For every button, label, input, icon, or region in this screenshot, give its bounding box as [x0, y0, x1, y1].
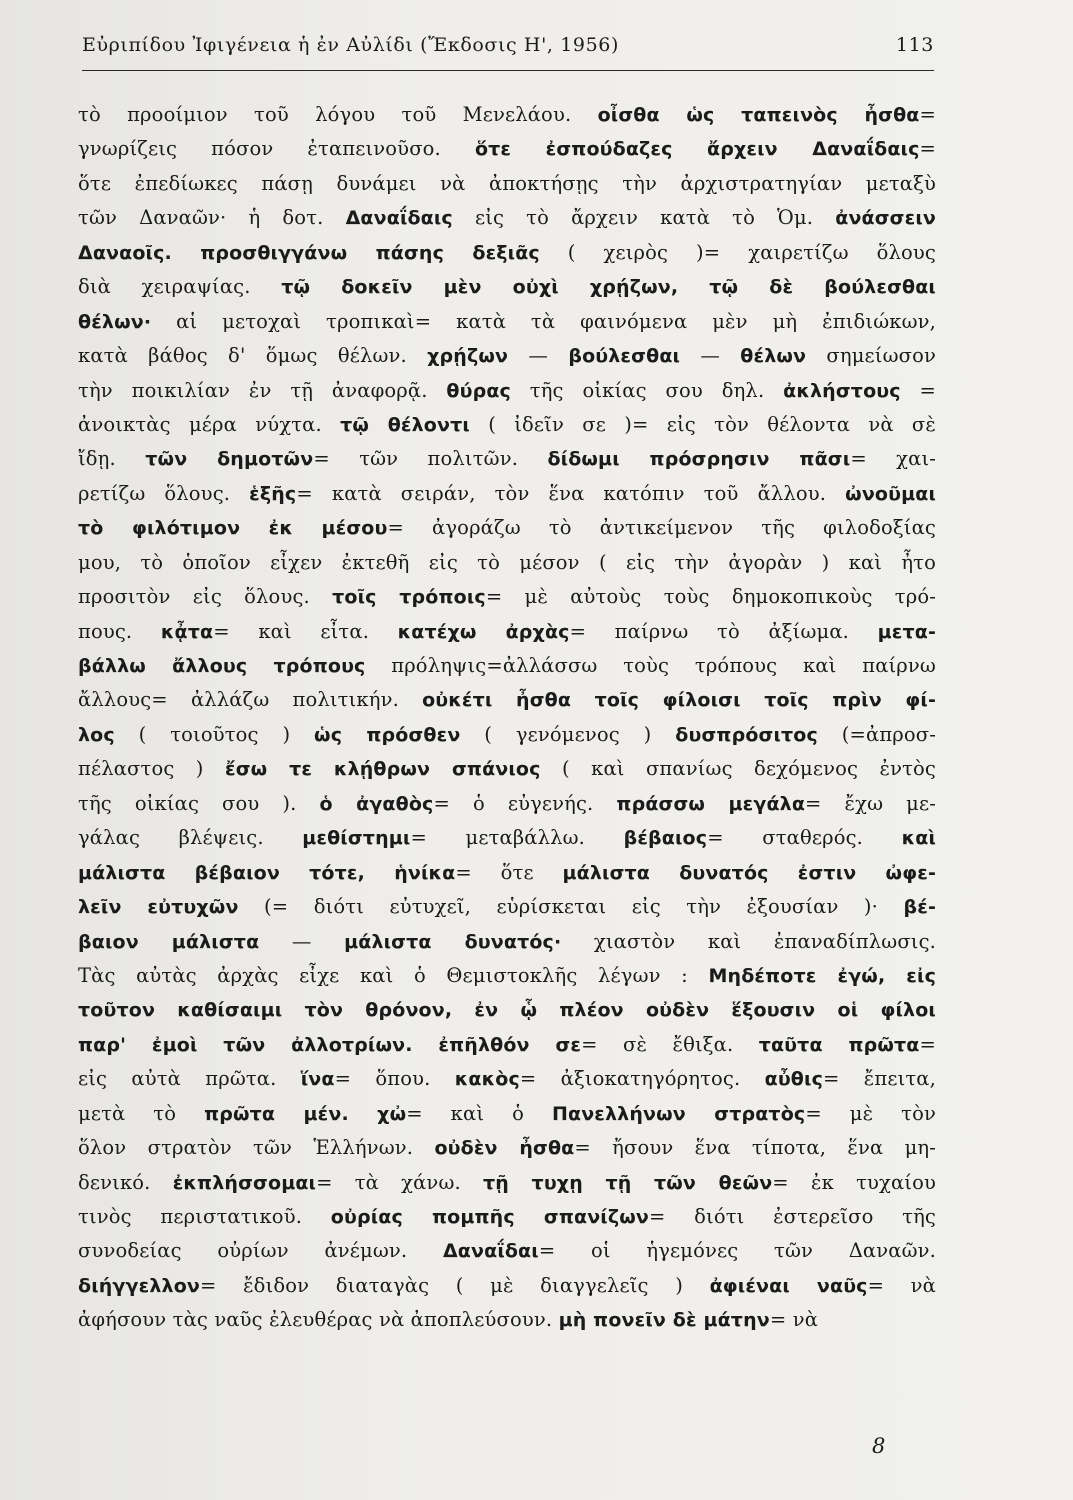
lemma-bold: χρῄζων: [427, 345, 509, 368]
gloss-text: σημείωσον: [806, 344, 936, 368]
lemma-bold: ἀκλήστους: [783, 379, 901, 402]
gloss-text: = ἐκ τυχαίου: [772, 1170, 936, 1194]
lemma-bold: Πανελλήνων στρατὸς: [551, 1102, 806, 1125]
lemma-bold: τοῖς τρόποις: [332, 586, 486, 609]
gloss-text: ἀνοικτὰς μέρα νύχτα.: [78, 412, 341, 436]
lemma-bold: ἵνα: [300, 1068, 335, 1091]
gloss-text: = μεταβάλλω.: [410, 826, 624, 850]
text-line: [78, 959, 936, 993]
gloss-text: γάλας βλέψεις.: [78, 826, 303, 850]
text-line: [78, 167, 936, 201]
gloss-text: ὅτε ἐπεδίωκες πάσῃ δυνάμει νὰ ἀποκτήσῃς τὴν ἀρχιστρατηγίαν μεταξὺ: [78, 171, 936, 195]
lemma-bold: μὴ πονεῖν δὲ μάτην: [558, 1309, 770, 1332]
gloss-text: (= διότι εὐτυχεῖ, εὑρίσκεται εἰς τὴν ἐξουσίαν )·: [238, 895, 904, 919]
lemma-bold: οἶσθα ὡς ταπεινὸς ἦσθα: [597, 104, 920, 126]
gloss-text: = κατὰ σειράν, τὸν ἕνα κατόπιν τοῦ ἄλλου.: [296, 481, 846, 505]
gloss-text: = ἔπειτα,: [822, 1067, 936, 1091]
gloss-text: = ἀγοράζω τὸ ἀντικείμενον τῆς φιλοδοξίας: [387, 516, 936, 540]
text-line: [78, 890, 936, 924]
text-line: [78, 1303, 936, 1337]
text-line: [78, 270, 936, 304]
gloss-text: = μὲ τὸν: [805, 1101, 936, 1125]
gloss-text: = χαι-: [850, 447, 936, 471]
gloss-text: εἰς αὐτὰ πρῶτα.: [78, 1067, 301, 1091]
gloss-text: = νὰ: [867, 1273, 936, 1297]
text-line: [78, 752, 936, 786]
lemma-bold: πράσσω μεγάλα: [616, 792, 806, 815]
gloss-text: αἱ μετοχαὶ τροπικαὶ= κατὰ τὰ φαινόμενα μὲν μὴ ἐπιδιώκων,: [151, 309, 936, 333]
lemma-bold: ἀνάσσειν: [835, 207, 936, 230]
lemma-bold: βέβαιος: [623, 827, 708, 850]
lemma-bold: τῷ θέλοντι: [340, 413, 470, 436]
lemma-bold: τῶν δημοτῶν: [145, 448, 314, 471]
text-line: [78, 477, 936, 511]
text-line: [78, 649, 936, 683]
text-line: [78, 683, 936, 717]
lemma-bold: τῷ δοκεῖν μὲν οὐχὶ χρῄζων, τῷ δὲ βούλεσθαι: [281, 276, 936, 299]
lemma-bold: θέλων: [740, 345, 807, 368]
gloss-text: τὸ προοίμιον τοῦ λόγου τοῦ Μενελάου.: [78, 103, 598, 126]
gloss-text: = διότι ἐστερεῖσο τῆς: [648, 1205, 936, 1228]
gloss-text: = τῶν πολιτῶν.: [313, 447, 548, 471]
lemma-bold: καὶ: [901, 827, 936, 850]
gloss-text: γνωρίζεις πόσον ἐταπεινοῦσο.: [78, 137, 475, 161]
lemma-bold: δίδωμι πρόσρησιν πᾶσι: [547, 448, 851, 471]
lemma-bold: μετα-: [877, 620, 936, 643]
gloss-text: —: [680, 344, 741, 368]
lemma-bold: Δαναΐδαι: [442, 1240, 539, 1263]
running-title: Εὐριπίδου Ἰφιγένεια ἡ ἐν Αὐλίδι (Ἔκδοσις Η', 1956): [82, 34, 619, 56]
lemma-bold: κατέχω ἀρχὰς: [397, 620, 570, 643]
gloss-text: = μὲ αὐτοὺς τοὺς δημοκοπικοὺς τρό-: [485, 585, 936, 609]
gloss-text: = παίρνω τὸ ἀξίωμα.: [569, 619, 878, 643]
text-line: [78, 546, 936, 580]
gloss-text: = οἱ ἡγεμόνες τῶν Δαναῶν.: [538, 1239, 936, 1263]
gloss-text: = νὰ: [769, 1308, 819, 1332]
text-line: [78, 1062, 936, 1096]
lemma-bold: ὅτε ἐσπούδαζες ἄρχειν Δαναΐδαις: [474, 138, 920, 161]
text-line: [78, 1097, 936, 1131]
text-line: [78, 305, 936, 339]
gloss-text: εἰς τὸ ἄρχειν κατὰ τὸ Ὁμ.: [452, 206, 836, 230]
gloss-text: διὰ χειραψίας.: [78, 275, 282, 299]
lemma-bold: λεῖν εὐτυχῶν: [78, 896, 239, 919]
text-line: [78, 856, 936, 890]
text-line: [78, 201, 936, 235]
text-line: [78, 580, 936, 614]
gloss-text: ἴδῃ.: [78, 447, 146, 471]
gloss-text: =: [919, 137, 936, 161]
lemma-bold: βέ-: [903, 896, 936, 919]
lemma-bold: ἀφιέναι ναῦς: [709, 1274, 868, 1297]
lemma-bold: ἐκπλήσσομαι: [172, 1171, 317, 1194]
text-line: [78, 1131, 936, 1165]
gloss-text: = ἀξιοκατηγόρητος.: [519, 1067, 765, 1091]
text-line: [78, 718, 936, 752]
gloss-text: συνοδείας οὐρίων ἀνέμων.: [78, 1239, 443, 1263]
gloss-text: τῶν Δαναῶν· ἡ δοτ.: [78, 206, 346, 230]
lemma-bold: λος: [78, 723, 115, 746]
gloss-text: τῆς οἰκίας σου δηλ.: [510, 378, 784, 402]
lemma-bold: οὐρίας πομπῆς σπανίζων: [330, 1206, 649, 1228]
lemma-bold: ἑξῆς: [249, 482, 297, 505]
gloss-text: ( χειρὸς )= χαιρετίζω ὅλους: [539, 240, 936, 264]
gloss-text: τινὸς περιστατικοῦ.: [78, 1205, 331, 1228]
gloss-text: =: [919, 103, 936, 126]
lemma-bold: Δαναΐδαις: [345, 207, 453, 230]
gloss-text: προσιτὸν εἰς ὅλους.: [78, 585, 333, 609]
gloss-text: Τὰς αὐτὰς ἀρχὰς εἶχε καὶ ὁ Θεμιστοκλῆς λέγων :: [78, 963, 709, 987]
gloss-text: κατὰ βάθος δ' ὅμως θέλων.: [78, 344, 428, 368]
text-line: [78, 132, 936, 166]
text-line: [78, 615, 936, 649]
lemma-bold: μάλιστα δυνατός ἐστιν ὠφε-: [562, 861, 936, 884]
lemma-bold: κᾆτα: [160, 620, 214, 643]
text-line: [78, 1234, 936, 1268]
gloss-text: μετὰ τὸ: [78, 1101, 205, 1125]
gloss-text: ( ἰδεῖν σε )= εἰς τὸν θέλοντα νὰ σὲ: [469, 412, 936, 436]
text-line: [78, 1028, 936, 1062]
gloss-text: ( γενόμενος ): [460, 722, 676, 746]
text-line: [78, 374, 936, 408]
lemma-bold: παρ' ἐμοὶ τῶν ἀλλοτρίων. ἐπῆλθόν σε: [78, 1033, 582, 1056]
gloss-text: = ὅτε: [455, 860, 563, 884]
text-line: [78, 821, 936, 855]
signature-mark: 8: [872, 1434, 886, 1458]
gloss-text: =: [919, 1032, 937, 1056]
lemma-bold: τῇ τυχῃ τῇ τῶν θεῶν: [483, 1171, 773, 1194]
running-header: [82, 34, 934, 56]
text-line: [78, 1200, 936, 1234]
lemma-bold: βούλεσθαι: [568, 345, 681, 368]
lemma-bold: ὠνοῦμαι: [845, 482, 936, 505]
page-number: 113: [895, 34, 934, 56]
text-line: [78, 339, 936, 373]
gloss-text: χιαστὸν καὶ ἐπαναδίπλωσις.: [561, 929, 936, 953]
gloss-text: = ὁ εὐγενής.: [433, 791, 617, 815]
lemma-bold: οὐκέτι ἦσθα τοῖς φίλοισι τοῖς πρὶν φί-: [422, 689, 936, 712]
gloss-text: —: [259, 929, 345, 953]
lemma-bold: βάλλω ἄλλους τρόπους: [78, 655, 366, 677]
gloss-text: (=ἀπροσ-: [817, 722, 936, 746]
gloss-text: δενικό.: [78, 1170, 173, 1194]
gloss-text: ρετίζω ὅλους.: [78, 481, 250, 505]
text-line: [78, 1166, 936, 1200]
lemma-bold: ἔσω τε κλῄθρων σπάνιος: [224, 758, 541, 781]
gloss-text: ἀφήσουν τὰς ναῦς ἐλευθέρας νὰ ἀποπλεύσουν.: [78, 1308, 559, 1332]
gloss-text: —: [508, 344, 569, 368]
lemma-bold: ὡς πρόσθεν: [314, 723, 461, 746]
text-line: [78, 236, 936, 270]
gloss-text: = καὶ ὁ: [406, 1101, 552, 1125]
gloss-text: = ὅπου.: [334, 1067, 455, 1091]
text-line: [78, 993, 936, 1027]
gloss-text: =: [900, 378, 936, 402]
lemma-bold: οὐδὲν ἦσθα: [434, 1137, 575, 1160]
lemma-bold: δυσπρόσιτος: [675, 723, 818, 746]
gloss-text: πρόληψις=ἀλλάσσω τοὺς τρόπους καὶ παίρνω: [365, 654, 936, 677]
gloss-text: = τὰ χάνω.: [316, 1170, 484, 1194]
lemma-bold: ὁ ἀγαθὸς: [319, 792, 434, 815]
lemma-bold: τοῦτον καθίσαιμι τὸν θρόνον, ἐν ᾧ πλέον οὐδὲν ἕξουσιν οἱ φίλοι: [78, 999, 936, 1022]
lemma-bold: Δαναοῖς. προσθιγγάνω πάσης δεξιᾶς: [78, 241, 540, 264]
gloss-text: ( καὶ σπανίως δεχόμενος ἐντὸς: [540, 757, 936, 781]
gloss-text: πους.: [78, 619, 161, 643]
gloss-text: μου, τὸ ὁποῖον εἶχεν ἐκτεθῆ εἰς τὸ μέσον ( εἰς τὴν ἀγορὰν ) καὶ ἦτο: [78, 550, 936, 574]
lemma-bold: μάλιστα βέβαιον τότε, ἡνίκα: [78, 861, 456, 884]
lemma-bold: ταῦτα πρῶτα: [758, 1033, 920, 1056]
lemma-bold: αὖθις: [764, 1068, 823, 1091]
text-line: [78, 787, 936, 821]
lemma-bold: μεθίστημι: [302, 827, 411, 850]
lemma-bold: διήγγελλον: [78, 1274, 200, 1297]
lemma-bold: πρῶτα μέν. χὠ: [204, 1102, 407, 1125]
text-line: [78, 98, 936, 132]
lemma-bold: βαιον μάλιστα: [78, 930, 260, 953]
header-rule: [82, 70, 934, 71]
lemma-bold: τὸ φιλότιμον ἐκ μέσου: [78, 517, 388, 540]
gloss-text: = σὲ ἔθιξα.: [581, 1032, 759, 1056]
gloss-text: τῆς οἰκίας σου ).: [78, 791, 320, 815]
gloss-text: τὴν ποικιλίαν ἐν τῇ ἀναφορᾷ.: [78, 378, 447, 402]
lemma-bold: κακὸς: [454, 1068, 520, 1091]
gloss-text: = ἔχω με-: [805, 791, 936, 815]
lemma-bold: θέλων·: [78, 310, 152, 333]
text-line: [78, 408, 936, 442]
commentary-text: [78, 98, 936, 1338]
lemma-bold: θύρας: [446, 379, 511, 402]
gloss-text: = καὶ εἶτα.: [213, 619, 398, 643]
text-line: [78, 1269, 936, 1303]
gloss-text: ὅλον στρατὸν τῶν Ἑλλήνων.: [78, 1136, 435, 1160]
gloss-text: = σταθερός.: [707, 826, 902, 850]
gloss-text: = ἤσουν ἕνα τίποτα, ἕνα μη-: [574, 1136, 936, 1160]
text-line: [78, 442, 936, 476]
gloss-text: ἄλλους= ἀλλάζω πολιτικήν.: [78, 688, 423, 712]
text-line: [78, 925, 936, 959]
gloss-text: = ἔδιδον διαταγὰς ( μὲ διαγγελεῖς ): [200, 1273, 710, 1297]
text-line: [78, 511, 936, 545]
gloss-text: πέλαστος ): [78, 757, 225, 781]
gloss-text: ( τοιοῦτος ): [114, 722, 315, 746]
lemma-bold: Μηδέποτε ἐγώ, εἰς: [708, 964, 936, 987]
lemma-bold: μάλιστα δυνατός·: [344, 930, 562, 953]
